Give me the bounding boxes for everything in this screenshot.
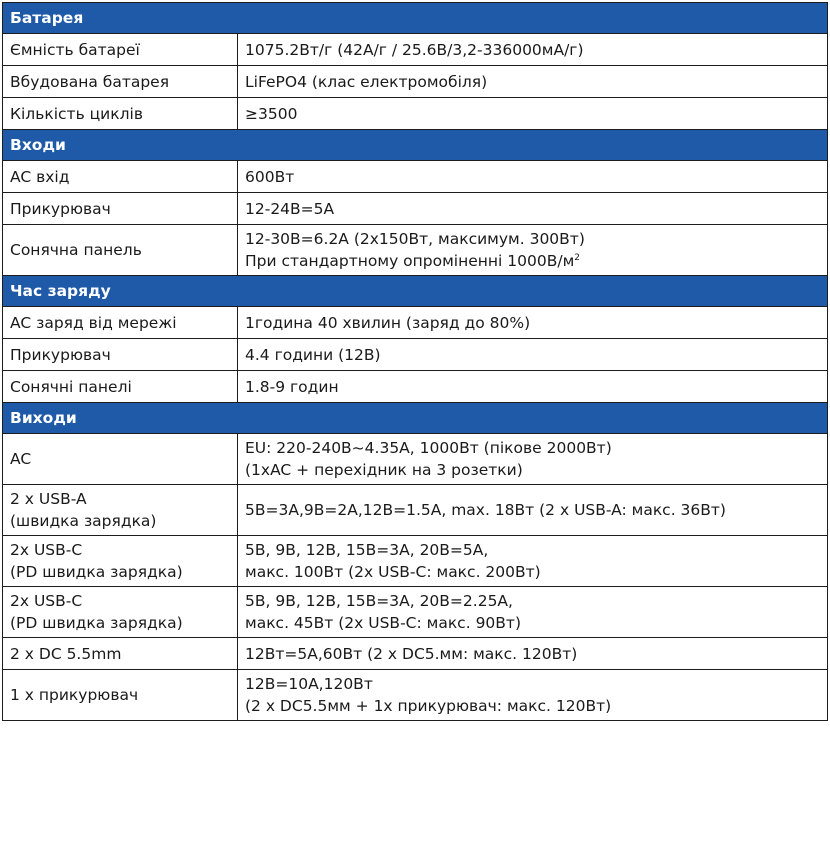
spec-table (2, 2, 828, 721)
value-line (245, 561, 827, 583)
parameter-label: 2x USB-C (10, 541, 83, 559)
value-cell (238, 66, 828, 98)
value-line (245, 39, 827, 61)
parameter-label: Сонячні панелі (10, 377, 132, 396)
parameter-cell (3, 536, 238, 587)
table-row (3, 587, 828, 638)
section-header (3, 130, 828, 161)
parameter-label: 2x USB-C (10, 592, 83, 610)
parameter-label: Вбудована батарея (10, 72, 170, 91)
value-line (245, 228, 827, 250)
value-text: LiFePO4 (клас електромобіля) (245, 72, 488, 91)
section-header (3, 3, 828, 34)
parameter-cell (3, 434, 238, 485)
value-line (245, 312, 827, 334)
value-line (245, 590, 827, 612)
value-cell (238, 307, 828, 339)
parameter-label: 2 x DC 5.5mm (10, 644, 122, 663)
value-cell (238, 670, 828, 721)
value-line (245, 437, 827, 459)
value-text: (2 x DC5.5мм + 1х прикурювач: макс. 120Вт) (245, 697, 612, 715)
table-row (3, 307, 828, 339)
parameter-label: Прикурювач (10, 199, 111, 218)
table-row (3, 193, 828, 225)
value-cell (238, 161, 828, 193)
table-row (3, 161, 828, 193)
value-line (245, 539, 827, 561)
parameter-label: (PD швидка зарядка) (10, 614, 183, 632)
table-row (3, 670, 828, 721)
parameter-cell (3, 34, 238, 66)
table-row (3, 98, 828, 130)
parameter-cell (3, 66, 238, 98)
parameter-label: (PD швидка зарядка) (10, 563, 183, 581)
value-text: макс. 45Вт (2x USB-C: макс. 90Вт) (245, 614, 521, 632)
value-text: 12-24В=5А (245, 199, 335, 218)
value-line (245, 250, 827, 272)
parameter-cell (3, 638, 238, 670)
value-line (245, 673, 827, 695)
parameter-cell (3, 485, 238, 536)
parameter-cell (3, 307, 238, 339)
value-text: 4.4 години (12В) (245, 345, 381, 364)
value-text: 12-30В=6.2А (2х150Вт, максимум. 300Вт) (245, 230, 585, 248)
value-cell (238, 434, 828, 485)
parameter-label: AC (10, 450, 32, 468)
value-text: 1година 40 хвилин (заряд до 80%) (245, 313, 531, 332)
value-text: 1.8-9 годин (245, 377, 339, 396)
table-row (3, 485, 828, 536)
parameter-label: Ємність батареї (10, 40, 140, 59)
value-cell (238, 587, 828, 638)
table-row (3, 34, 828, 66)
table-row (3, 434, 828, 485)
parameter-cell (3, 339, 238, 371)
value-line (245, 103, 827, 125)
value-cell (238, 339, 828, 371)
value-line (245, 643, 827, 665)
section-header (3, 276, 828, 307)
value-cell (238, 98, 828, 130)
parameter-label: Прикурювач (10, 345, 111, 364)
value-cell (238, 193, 828, 225)
value-text: 5В, 9В, 12В, 15В=3А, 20В=2.25А, (245, 592, 513, 610)
value-text: 12Вт=5А,60Вт (2 x DC5.мм: макс. 120Вт) (245, 644, 578, 663)
value-text: (1хAC + перехідник на 3 розетки) (245, 461, 523, 479)
value-text: макс. 100Вт (2x USB-C: макс. 200Вт) (245, 563, 541, 581)
value-cell (238, 225, 828, 276)
value-line (245, 695, 827, 717)
parameter-cell (3, 193, 238, 225)
value-text: 5В=3А,9В=2А,12В=1.5А, max. 18Вт (2 x USB-A: макс. 36Вт) (245, 501, 726, 519)
parameter-label: (швидка зарядка) (10, 512, 157, 530)
value-line (245, 499, 827, 521)
parameter-label: AC заряд від мережі (10, 313, 177, 332)
table-row (3, 536, 828, 587)
section-title: Час заряду (3, 276, 828, 307)
value-cell (238, 536, 828, 587)
table-row (3, 371, 828, 403)
section-title: Входи (3, 130, 828, 161)
value-text: 1075.2Вт/г (42А/г / 25.6В/3,2-336000мА/г) (245, 40, 584, 59)
value-line (245, 344, 827, 366)
parameter-cell (3, 225, 238, 276)
value-line (245, 198, 827, 220)
value-cell (238, 638, 828, 670)
value-line (245, 459, 827, 481)
parameter-cell (3, 98, 238, 130)
value-line (245, 376, 827, 398)
parameter-label: Сонячна панель (10, 241, 142, 259)
parameter-label: 2 x USB-A (10, 490, 87, 508)
value-text: 12В=10А,120Вт (245, 675, 373, 693)
value-line (245, 71, 827, 93)
parameter-cell (3, 161, 238, 193)
value-text: EU: 220-240В~4.35А, 1000Вт (пікове 2000Вт) (245, 439, 612, 457)
parameter-cell (3, 670, 238, 721)
value-text: При стандартному опроміненні 1000В/м (245, 252, 575, 270)
value-cell (238, 485, 828, 536)
value-text: ≥3500 (245, 104, 298, 123)
parameter-label: AC вхід (10, 167, 70, 186)
value-cell (238, 34, 828, 66)
superscript: 2 (574, 252, 581, 263)
parameter-label: Кількість циклів (10, 104, 143, 123)
table-row (3, 66, 828, 98)
parameter-cell (3, 371, 238, 403)
table-row (3, 638, 828, 670)
value-line (245, 612, 827, 634)
section-header (3, 403, 828, 434)
parameter-cell (3, 587, 238, 638)
value-text: 5В, 9В, 12В, 15В=3А, 20В=5А, (245, 541, 489, 559)
value-line (245, 166, 827, 188)
table-row (3, 339, 828, 371)
section-title: Батарея (3, 3, 828, 34)
value-text: 600Вт (245, 167, 295, 186)
section-title: Виходи (3, 403, 828, 434)
parameter-label: 1 x прикурювач (10, 686, 139, 704)
table-row (3, 225, 828, 276)
value-cell (238, 371, 828, 403)
